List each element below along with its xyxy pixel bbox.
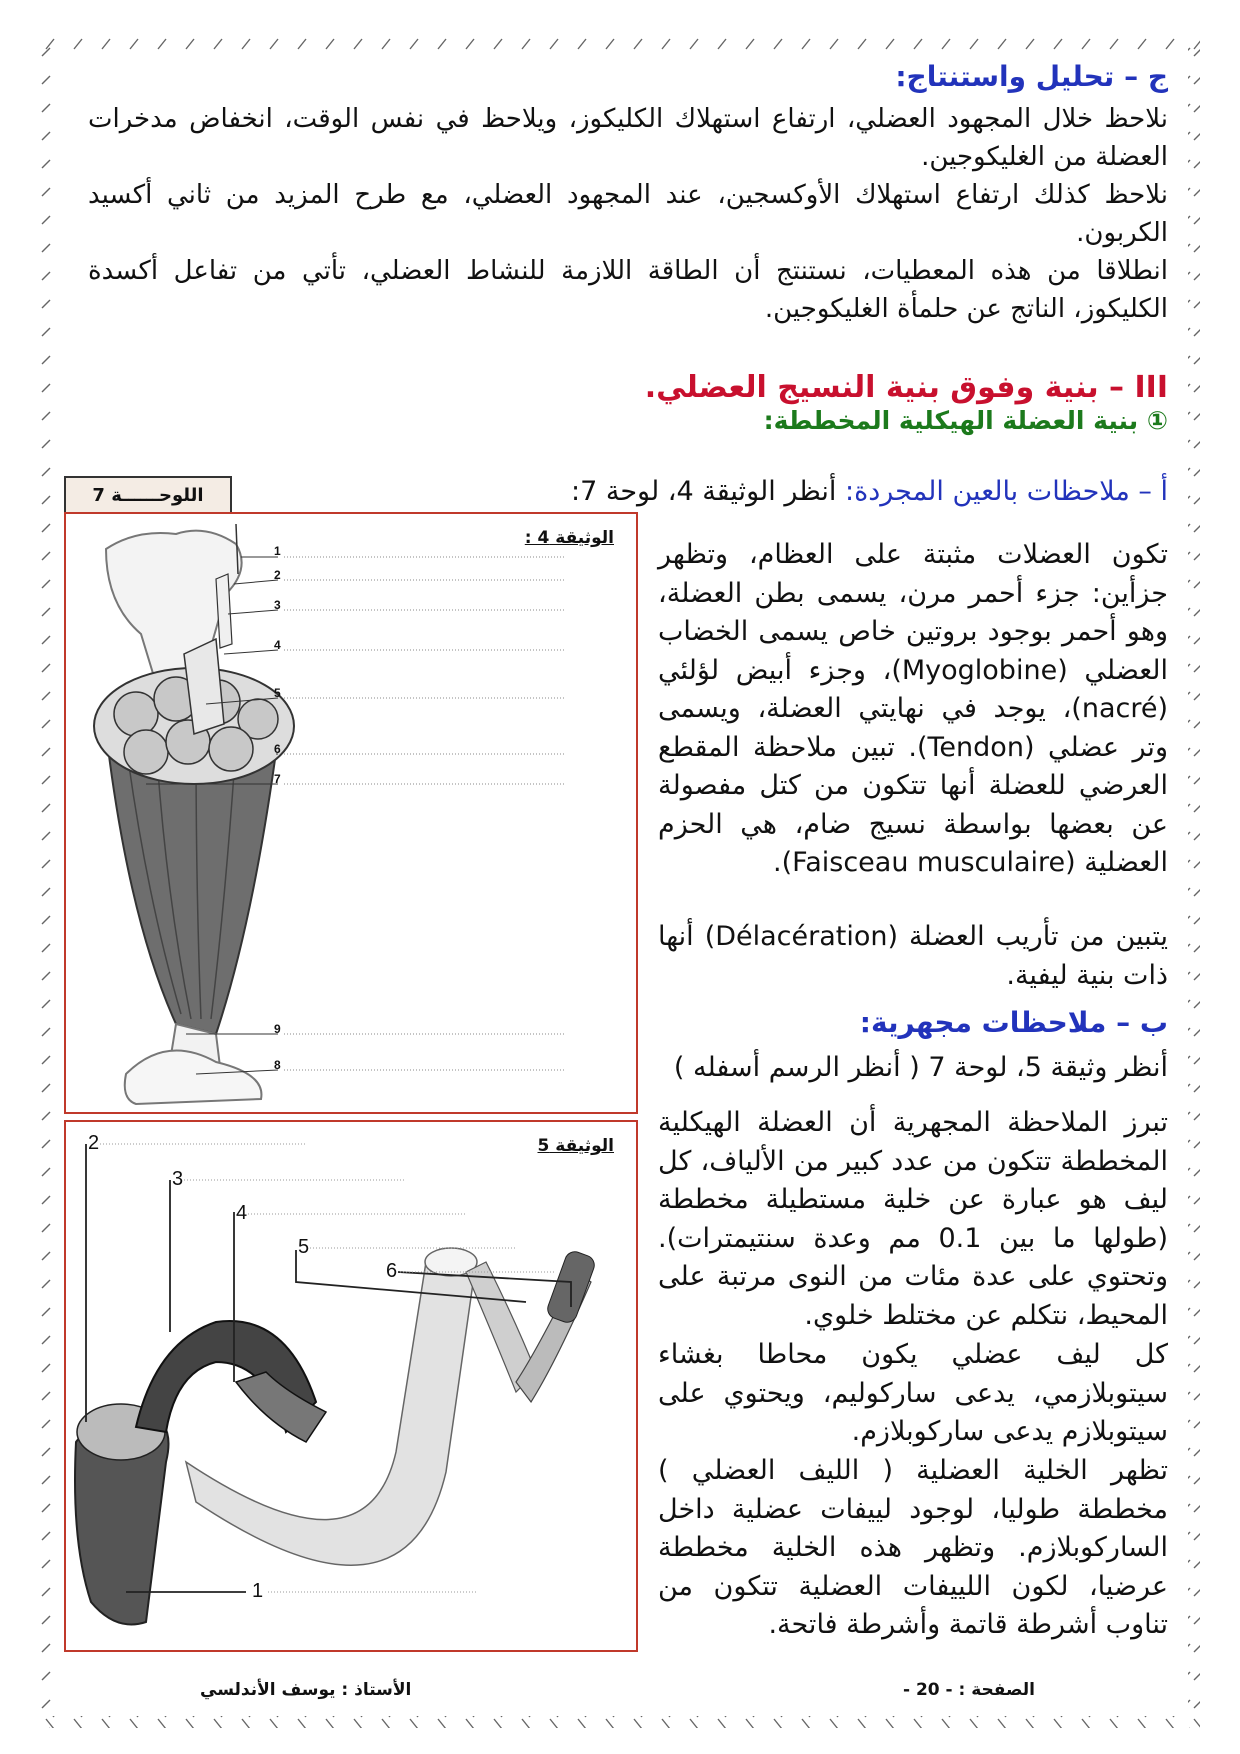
doc4-label-1: 1: [274, 544, 281, 558]
doc4-label-2: 2: [274, 568, 281, 582]
section-a-heading: أ – ملاحظات بالعين المجردة:: [844, 476, 1168, 507]
doc5-label-1: 1: [252, 1580, 264, 1602]
footer-teacher: الأستاذ : يوسف الأندلسي: [200, 1680, 412, 1700]
heel-bone: [125, 1050, 262, 1104]
section-a-text1: تكون العضلات مثبتة على العظام، وتظهر جزأين: جزء أحمر مرن، يسمى بطن العضلة، وهو أحمر بوجود بروتين خاص يسمى الخضاب العضلي (Myoglobine)، وجزء أبيض لؤلئي (nacré)، يوجد في نهايتي العضلة، ويسمى وتر عضلي (Tendon). تبين ملاحظة المقطع العرضي للعضلة أنها تتكون من كتل مفصولة عن بعضها بواسطة نسيج ضام، هي الحزم العضلية (Faisceau musculaire).: [658, 539, 1168, 878]
section-iii-subtitle: ① بنية العضلة الهيكلية المخططة:: [763, 406, 1168, 435]
doc5-label-3: 3: [172, 1168, 184, 1190]
section-a-text2: يتبين من تأريب العضلة (Délacération) أنها ذات بنية ليفية.: [658, 921, 1168, 991]
doc4-label-8: 8: [274, 1058, 281, 1072]
doc4-label-5: 5: [274, 686, 281, 700]
muscle-diagram: [66, 514, 636, 1112]
fiber-structure-diagram: [66, 1122, 636, 1650]
section-b-heading: ب – ملاحظات مجهرية:: [859, 1006, 1168, 1039]
doc5-label-5: 5: [298, 1236, 310, 1258]
section-c-p2: نلاحظ كذلك ارتفاع استهلاك الأوكسجين، عند المجهود العضلي، مع طرح المزيد من ثاني أكسيد الكربون.: [88, 180, 1168, 248]
doc5-label-2: 2: [88, 1132, 100, 1154]
doc4-label-6: 6: [274, 742, 281, 756]
section-c-p1: نلاحظ خلال المجهود العضلي، ارتفاع استهلاك الكليكوز، ويلاحظ في نفس الوقت، انخفاض مدخرات العضلة من الغليكوجين.: [88, 104, 1168, 172]
doc4-label-4: 4: [274, 638, 281, 652]
section-c-p3: انطلاقا من هذه المعطيات، نستنتج أن الطاقة اللازمة للنشاط العضلي، تأتي من تفاعل أكسدة الكليكوز، الناتج عن حلمأة الغليكوجين.: [88, 256, 1168, 324]
doc4-label-9: 9: [274, 1022, 281, 1036]
section-a-ref: أنظر الوثيقة 4، لوحة 7:: [570, 476, 837, 507]
section-b-text1: تبرز الملاحظة المجهرية أن العضلة الهيكلية المخططة تتكون من عدد كبير من الألياف، كل ليف هو عبارة عن خلية مستطيلة مخططة (طولها ما بين 0.1 مم وعدة سنتيمترات). وتحتوي على عدة مئات من النوى مرتبة على المحيط، نتكلم عن مختلط خلوي.: [658, 1107, 1168, 1331]
doc4-title: الوثيقة 4 :: [524, 528, 614, 548]
doc5-label-6: 6: [386, 1260, 398, 1282]
section-a-heading-line: [571, 476, 1168, 507]
doc5-panel: [64, 1120, 638, 1652]
board-label-text: اللوحــــــة 7: [92, 485, 204, 506]
board-label: [64, 476, 232, 516]
doc4-label-3: 3: [274, 598, 281, 612]
doc5-label-4: 4: [236, 1202, 248, 1224]
muscle-fiber: [186, 1252, 476, 1565]
section-b-ref: أنظر وثيقة 5، لوحة 7 ( أنظر الرسم أسفله ): [673, 1052, 1168, 1083]
section-iii-title: III – بنية وفوق بنية النسيج العضلي.: [644, 370, 1168, 405]
section-c-heading-text: ج – تحليل واستنتاج:: [895, 60, 1168, 93]
doc4-label-7: 7: [274, 772, 281, 786]
footer-page: الصفحة : - 20 -: [902, 1680, 1035, 1700]
section-b-text3: تظهر الخلية العضلية ( الليف العضلي ) مخططة طوليا، لوجود لييفات عضلية داخل الساركوبلازم. وتظهر هذه الخلية مخططة عرضيا، لكون اللييفات العضلية تتكون من تناوب أشرطة قاتمة وأشرطة فاتحة.: [658, 1455, 1168, 1640]
doc4-panel: [64, 512, 638, 1114]
doc5-title: الوثيقة 5: [537, 1136, 614, 1156]
section-b-text2: كل ليف عضلي يكون محاطا بغشاء سيتوبلازمي، يدعى ساركوليم، ويحتوي على سيتوبلازم يدعى ساركوبلازم.: [658, 1339, 1168, 1447]
section-c-heading: [895, 60, 1168, 93]
